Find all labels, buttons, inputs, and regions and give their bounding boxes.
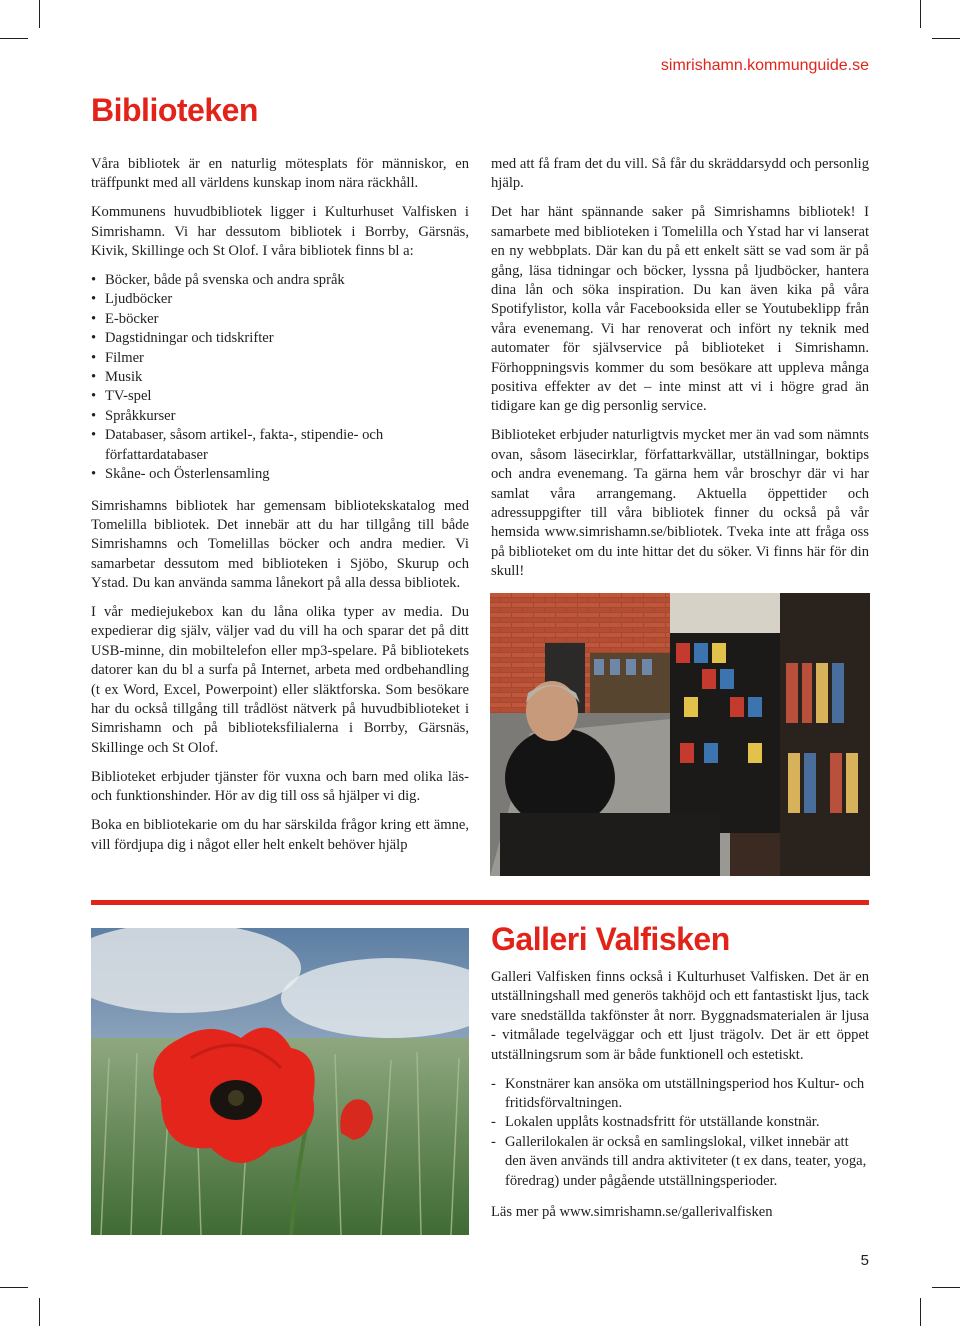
- gallery-column: [491, 968, 869, 1232]
- list-item: • Böcker, både på svenska och andra språk: [91, 271, 469, 290]
- paragraph: med att få fram det du vill. Så får du skräddarsydd och personlig hjälp.: [491, 156, 869, 192]
- poppy-photo-illustration: [91, 928, 469, 1235]
- paragraph: Biblioteket erbjuder naturligtvis mycket mer än vad som nämnts ovan, såsom läsecirklar, författarkvällar, utställningar, boktips och andra evenemang. Ta gärna hem vår broschyr där vi har samlat våra arrangemang. Aktuella öppettider och adressuppgifter till våra bibliotek finner du också på vår hemsida www.simrishamn.se/bibliotek. Tveka inte att fråga oss på biblioteket om du inte hittar det du söker. Vi finns här för din skull!: [491, 427, 869, 580]
- list-item: • E-böcker: [91, 310, 469, 329]
- site-url[interactable]: simrishamn.kommunguide.se: [660, 57, 869, 74]
- list-item: • Dagstidningar och tidskrifter: [91, 329, 469, 348]
- page-title: Biblioteken: [91, 92, 258, 128]
- gallery-info-list: [491, 1075, 869, 1191]
- paragraph: Kommunens huvudbibliotek ligger i Kulturhuset Valfisken i Simrishamn. Vi har dessutom bibliotek i Borrby, Gärsnäs, Kivik, Skillinge och St Olof. I våra bibliotek finns bl a:: [91, 204, 469, 260]
- page-number: 5: [860, 1252, 869, 1269]
- paragraph: Boka en bibliotekarie om du har särskilda frågor kring ett ämne, vill fördjupa dig i något eller helt enkelt behöver hjälp: [91, 817, 469, 853]
- list-item: • Ljudböcker: [91, 290, 469, 309]
- crop-mark: [39, 0, 40, 28]
- crop-mark: [932, 38, 960, 39]
- list-item: - Konstnärer kan ansöka om utställningsperiod hos Kultur- och fritidsförvaltningen.: [491, 1075, 869, 1114]
- crop-mark: [932, 1287, 960, 1288]
- paragraph: Galleri Valfisken finns också i Kulturhuset Valfisken. Det är en utställningshall med generös takhöjd och ett fantastiskt ljus, tack vare snedställda takfönster åt norr. Byggnadsmaterialen är ljusa - vitmålade tegelväggar och ett ljust trägolv. Det är ett öppet utställningsrum som är både funktionell och estetiskt.: [491, 969, 869, 1063]
- list-item: • Språkkurser: [91, 407, 469, 426]
- crop-mark: [920, 1298, 921, 1326]
- library-photo-illustration: [490, 593, 870, 876]
- paragraph: Biblioteket erbjuder tjänster för vuxna och barn med olika läs- och funktionshinder. Hör av dig till oss så hjälper vi dig.: [91, 768, 469, 805]
- paragraph: Simrishamns bibliotek har gemensam bibliotekskatalog med Tomelilla bibliotek. Det innebär att du har tillgång till både Simrishamns och Tomelillas böcker och andra medier. Vi samarbetar dessutom med biblioteken i Sjöbo, Skurup och Ystad. Du kan använda samma lånekort på alla dessa bibliotek.: [91, 497, 469, 592]
- paragraph: Våra bibliotek är en naturlig mötesplats för människor, en träffpunkt med all världens kunskap inom nära räckhåll.: [91, 156, 469, 192]
- list-item: • Filmer: [91, 349, 469, 368]
- library-photo: [490, 593, 870, 876]
- section-title: Galleri Valfisken: [491, 921, 730, 957]
- list-item: - Lokalen upplåts kostnadsfritt för utställande konstnär.: [491, 1113, 869, 1132]
- crop-mark: [0, 38, 28, 39]
- list-item: • Musik: [91, 368, 469, 387]
- crop-mark: [0, 1287, 28, 1288]
- list-item: • Databaser, såsom artikel-, fakta-, stipendie- och författardatabaser: [91, 426, 469, 465]
- crop-mark: [39, 1298, 40, 1326]
- article-column-right: [491, 155, 869, 591]
- paragraph: I vår mediejukebox kan du låna olika typer av media. Du expedierar dig själv, väljer vad du vill ha och sparar det på ditt USB-minne, din mobiltelefon eller mp3-spelare. På bibliotekets datorer kan du bl a surfa på Internet, arbeta med ordbehandling (t ex Word, Excel, Powerpoint) eller släktforska. Som besökare har du också tillgång till trådlöst nätverk på huvudbiblioteket i Simrishamn och på biblioteksfilialerna i Borrby, Gärsnäs, Skillinge och St Olof.: [91, 604, 469, 756]
- article-column-left: [91, 155, 469, 864]
- poppy-photo: [91, 928, 469, 1235]
- list-item: - Gallerilokalen är också en samlingslokal, vilket innebär att den även används till andra aktiviteter (t ex dans, teater, yoga, föredrag) under pågående utställningsperioder.: [491, 1133, 869, 1191]
- paragraph: Det har hänt spännande saker på Simrishamns bibliotek! I samarbete med biblioteken i Tomelilla och Ystad har vi lanserat en ny webbplats. Där kan du på ett enkelt sätt se vad som är på gång, läsa tidningar och böcker, lyssna på ljudböcker, hantera dina lån och söka inspiration. Du kan även kika på våra Spotifylistor, kolla vår Facebooksida eller se Youtubeklipp från våra evenemang. Vi har renoverat och infört ny teknik med automater för självservice på biblioteket i Simrishamn. Förhoppningsvis kommer du som besökare att uppleva många positiva effekter av det – inte minst att vi i högre grad än tidigare kan ge dig personlig service.: [491, 204, 869, 415]
- crop-mark: [920, 0, 921, 28]
- list-item: • TV-spel: [91, 387, 469, 406]
- section-divider: [91, 900, 869, 905]
- list-item: • Skåne- och Österlensamling: [91, 465, 469, 484]
- library-offerings-list: [91, 271, 469, 484]
- read-more-link[interactable]: Läs mer på www.simrishamn.se/gallerivalfisken: [491, 1203, 773, 1220]
